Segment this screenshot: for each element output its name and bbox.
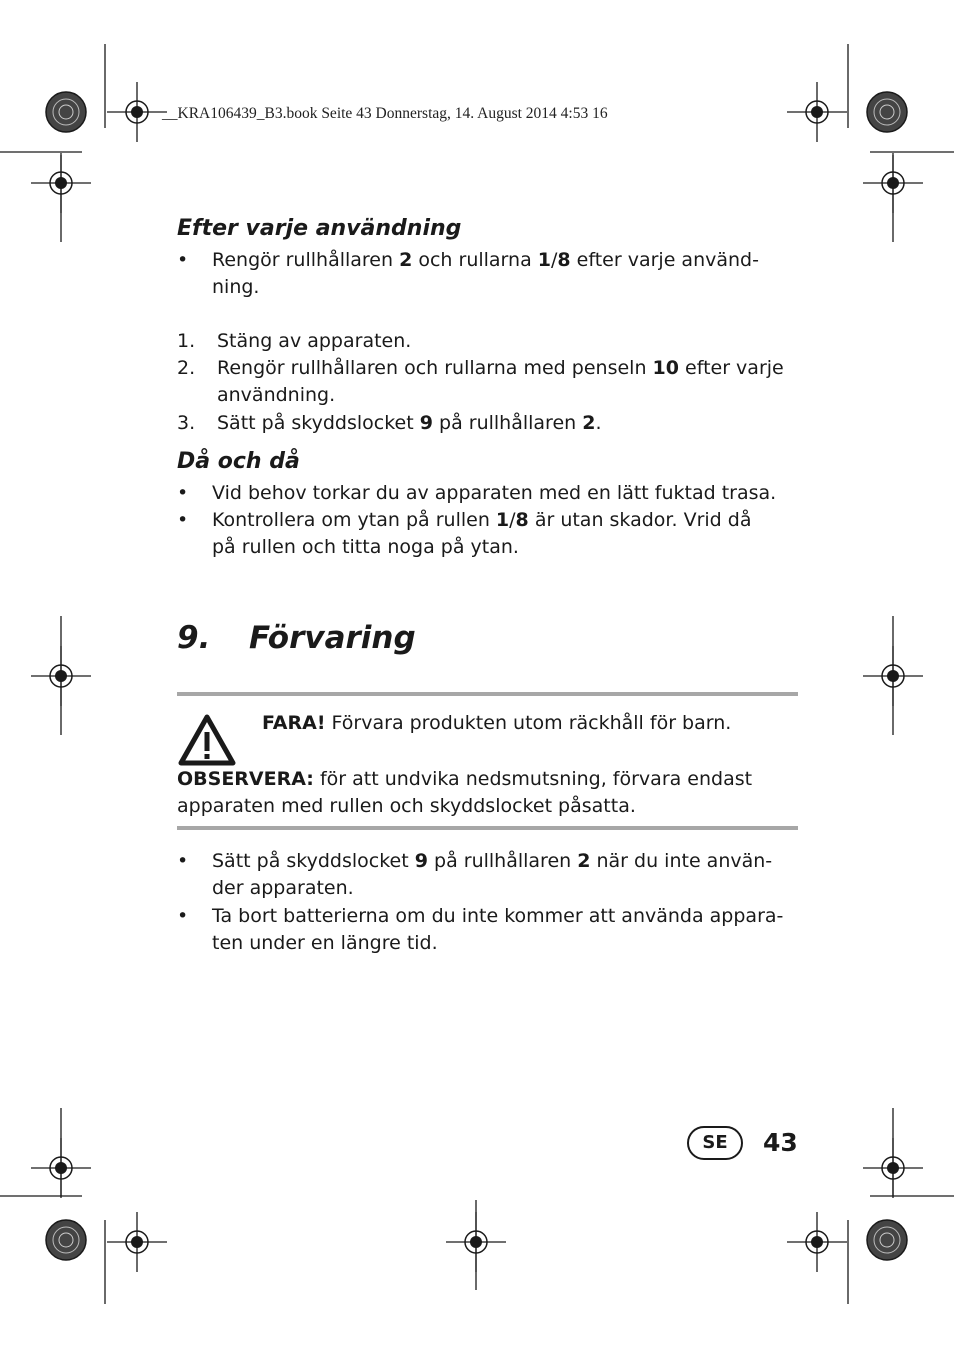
bullet-item-continuation: der apparaten. [212, 877, 354, 899]
bullet-item: • Rengör rullhållaren 2 och rullarna 1/8 efter varje använd- [177, 249, 759, 271]
danger-warning: FARA! Förvara produkten utom räckhåll för barn. [262, 712, 732, 734]
note-label: OBSERVERA: [177, 768, 314, 790]
danger-label: FARA! [262, 712, 326, 734]
warning-bottom-rule [177, 826, 798, 830]
bullet-item: • Sätt på skyddslocket 9 på rullhållaren 2 när du inte använ- [177, 850, 773, 872]
numbered-step-1: 1. Stäng av apparaten. [177, 330, 412, 352]
numbered-step-2-continuation: användning. [217, 384, 336, 406]
section-title-text: Förvaring [249, 620, 416, 656]
subheading-after-each-use: Efter varje användning [177, 216, 462, 241]
subheading-now-and-then: Då och då [177, 449, 300, 474]
section-number: 9. [177, 620, 211, 656]
note-continuation: apparaten med rullen och skyddslocket påsatta. [177, 795, 636, 817]
bullet-item: • Vid behov torkar du av apparaten med en lätt fuktad trasa. [177, 482, 777, 504]
bullet-item: • Ta bort batterierna om du inte kommer att använda appara- [177, 905, 784, 927]
language-badge: SE [687, 1126, 743, 1160]
warning-top-rule [177, 692, 798, 696]
numbered-step-2: 2. Rengör rullhållaren och rullarna med penseln 10 efter varje [177, 357, 784, 379]
bullet-item: • Kontrollera om ytan på rullen 1/8 är utan skador. Vrid då [177, 509, 752, 531]
note-observera: OBSERVERA: för att undvika nedsmutsning, förvara endast [177, 768, 753, 790]
bullet-item-continuation: på rullen och titta noga på ytan. [212, 536, 519, 558]
bullet-item-continuation: ten under en längre tid. [212, 932, 438, 954]
bullet-item-continuation: ning. [212, 276, 260, 298]
page-number: 43 [763, 1128, 798, 1157]
numbered-step-3: 3. Sätt på skyddslocket 9 på rullhållaren 2. [177, 412, 602, 434]
book-file-header: __KRA106439_B3.book Seite 43 Donnerstag, 14. August 2014 4:53 16 [162, 105, 608, 122]
warning-triangle-icon [177, 713, 237, 767]
section-title [177, 620, 416, 656]
